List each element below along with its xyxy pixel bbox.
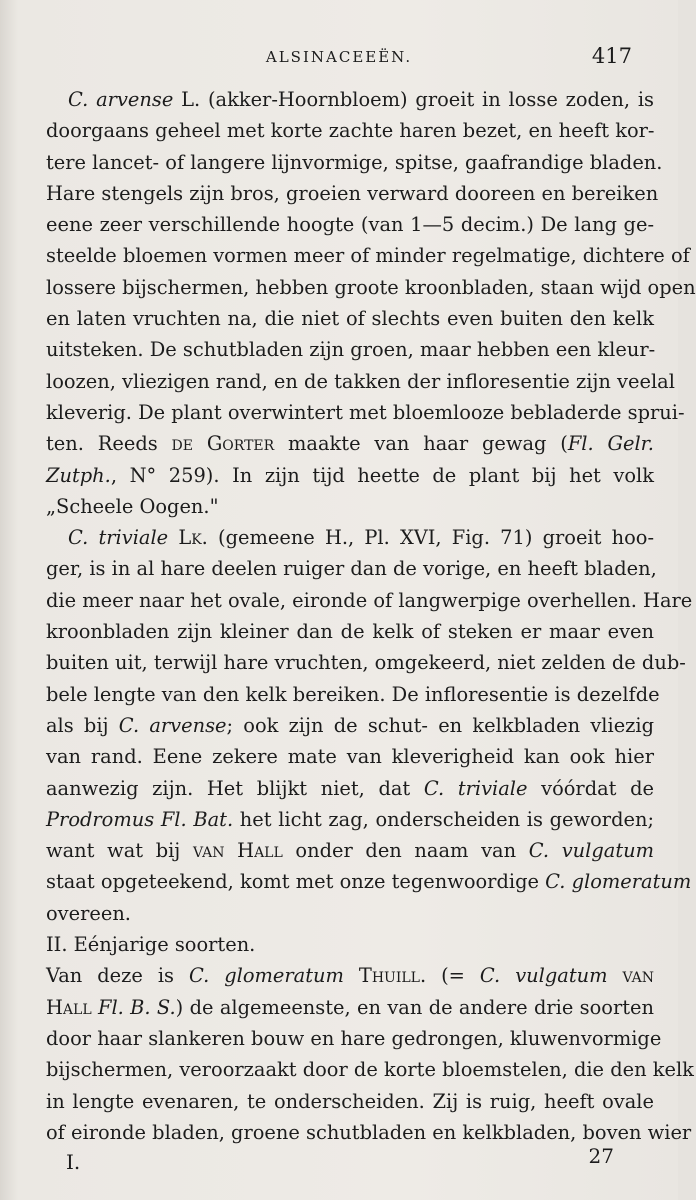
text-line: [46, 84, 654, 115]
small-caps-text: Thuill.: [358, 964, 427, 988]
text-run: bijschermen, veroorzaakt door de korte bloemstelen, die den kelk: [46, 1058, 694, 1082]
text-line: [46, 303, 654, 334]
text-line: [46, 272, 696, 303]
text-run: [168, 526, 178, 549]
italic-text: C. arvense: [68, 88, 174, 111]
text-run: ten. Reeds: [46, 432, 172, 456]
text-run: onder den naam van: [282, 839, 529, 863]
text-run: (=: [426, 964, 480, 988]
small-caps-text: Hall: [46, 995, 92, 1019]
text-run: door haar slankeren bouw en hare gedrongen, kluwenvormige: [46, 1026, 662, 1050]
italic-text: Fl. Gelr.: [567, 432, 654, 456]
text-run: in lengte evenaren, te onderscheiden. Zij is ruig, heeft ovale: [46, 1089, 654, 1113]
text-run: of eironde bladen, groene schutbladen en kelkbladen, boven wier: [46, 1120, 692, 1144]
italic-text: C. vulgatum: [479, 964, 608, 988]
text-run: „Scheele Oogen.": [46, 494, 219, 518]
text-line: [46, 178, 659, 209]
text-run: kleverig. De plant overwintert met bloemlooze bebladerde sprui-: [46, 400, 685, 424]
text-line: [46, 428, 654, 459]
text-run: ; ook zijn de schut- en kelkbladen vliezig: [226, 713, 655, 737]
text-line: [46, 209, 654, 240]
text-line: [46, 710, 654, 741]
text-line: [46, 960, 654, 991]
text-line: [46, 992, 654, 1023]
text-line: [46, 240, 690, 271]
text-line: [46, 835, 654, 866]
text-line: [46, 491, 654, 522]
text-run: tere lancet- of langere lijnvormige, spitse, gaafrandige bladen.: [46, 150, 663, 174]
italic-text: C. arvense: [118, 713, 227, 737]
text-line: [46, 1023, 662, 1054]
body-text: [46, 84, 696, 1148]
small-caps-text: van Hall: [192, 839, 283, 863]
text-run: van rand. Eene zekere mate van kleverigheid kan ook hier: [46, 745, 654, 769]
text-line: [46, 616, 654, 647]
text-run: buiten uit, terwijl hare vruchten, omgekeerd, niet zelden de dub-: [46, 651, 686, 675]
text-run: doorgaans geheel met korte zachte haren bezet, en heeft kor-: [46, 119, 655, 143]
text-line: [46, 1054, 694, 1085]
italic-text: C. vulgatum: [528, 839, 654, 863]
italic-text: Zutph.: [46, 463, 111, 487]
italic-text: Fl. B. S.: [97, 995, 176, 1019]
signature-mark: I.: [66, 1150, 81, 1174]
text-line: [46, 460, 654, 491]
small-caps-text: van: [622, 964, 654, 988]
text-line: [46, 866, 692, 897]
page-footer: [66, 1144, 632, 1180]
text-run: bele lengte van den kelk bereiken. De infloresentie is dezelfde: [46, 682, 660, 706]
text-run: en laten vruchten na, die niet of slechts even buiten den kelk: [46, 307, 654, 331]
italic-text: C. glomeratum: [545, 870, 692, 894]
text-line: [46, 334, 654, 365]
text-run: als bij: [46, 713, 119, 737]
text-run: Van deze is: [46, 964, 189, 988]
text-line: [46, 1117, 692, 1148]
text-run: uitsteken. De schutbladen zijn groen, maar hebben een kleur-: [46, 338, 656, 362]
text-run: steelde bloemen vormen meer of minder regelmatige, dichtere of: [46, 244, 690, 268]
text-run: II. Eénjarige soorten.: [46, 933, 256, 957]
text-run: lossere bijschermen, hebben groote kroonbladen, staan wijd open: [46, 275, 696, 299]
text-line: [46, 147, 663, 178]
page-header: [46, 44, 632, 74]
text-line: [46, 804, 654, 835]
text-run: staat opgeteekend, komt met onze tegenwoordige: [46, 870, 546, 894]
text-line: [46, 741, 654, 772]
text-run: [344, 964, 359, 987]
text-line: [46, 773, 654, 804]
text-run: eene zeer verschillende hoogte (van 1—5 decim.) De lang ge-: [46, 213, 654, 237]
text-line: [46, 522, 654, 553]
text-line: [46, 929, 654, 960]
text-run: maakte van haar gewag (: [274, 432, 568, 456]
text-run: overeen.: [46, 901, 131, 925]
text-run: loozen, vliezigen rand, en de takken der infloresentie zijn veelal: [46, 369, 675, 393]
text-line: [46, 898, 654, 929]
text-run: ) de algemeenste, en van de andere drie soorten: [175, 995, 654, 1019]
text-line: [46, 679, 660, 710]
text-run: L. (akker-Hoornbloem) groeit in losse zoden, is: [173, 88, 654, 111]
text-line: [46, 647, 686, 678]
small-caps-text: Lk.: [178, 526, 208, 550]
text-run: Hare stengels zijn bros, groeien verward dooreen en bereiken: [46, 181, 659, 205]
text-line: [46, 397, 685, 428]
italic-text: Prodromus Fl. Bat.: [46, 807, 234, 831]
page-number: 417: [591, 44, 632, 68]
text-run: aanwezig zijn. Het blijkt niet, dat: [46, 776, 424, 800]
text-line: [46, 585, 693, 616]
text-run: kroonbladen zijn kleiner dan de kelk of steken er maar even: [46, 620, 654, 644]
gathering-number: 27: [588, 1144, 614, 1168]
text-run: ger, is in al hare deelen ruiger dan de vorige, en heeft bladen,: [46, 557, 657, 581]
italic-text: C. triviale: [68, 526, 169, 550]
text-run: vóórdat de: [527, 776, 654, 800]
text-run: , N° 259). In zijn tijd heette de plant bij het volk: [110, 463, 654, 487]
text-run: (gemeene H., Pl. XVI, Fig. 71) groeit hoo-: [207, 526, 654, 550]
text-line: [46, 366, 675, 397]
small-caps-text: de Gorter: [171, 432, 275, 456]
italic-text: C. glomeratum: [188, 964, 344, 988]
text-run: die meer naar het ovale, eironde of langwerpige overhellen. Hare: [46, 588, 693, 612]
text-line: [46, 553, 657, 584]
running-head: ALSINACEEËN.: [265, 48, 413, 66]
italic-text: C. triviale: [423, 776, 528, 800]
text-run: [607, 964, 622, 987]
text-line: [46, 1086, 654, 1117]
text-line: [46, 115, 654, 146]
text-run: want wat bij: [46, 839, 193, 863]
text-run: het licht zag, onderscheiden is geworden;: [233, 807, 654, 831]
